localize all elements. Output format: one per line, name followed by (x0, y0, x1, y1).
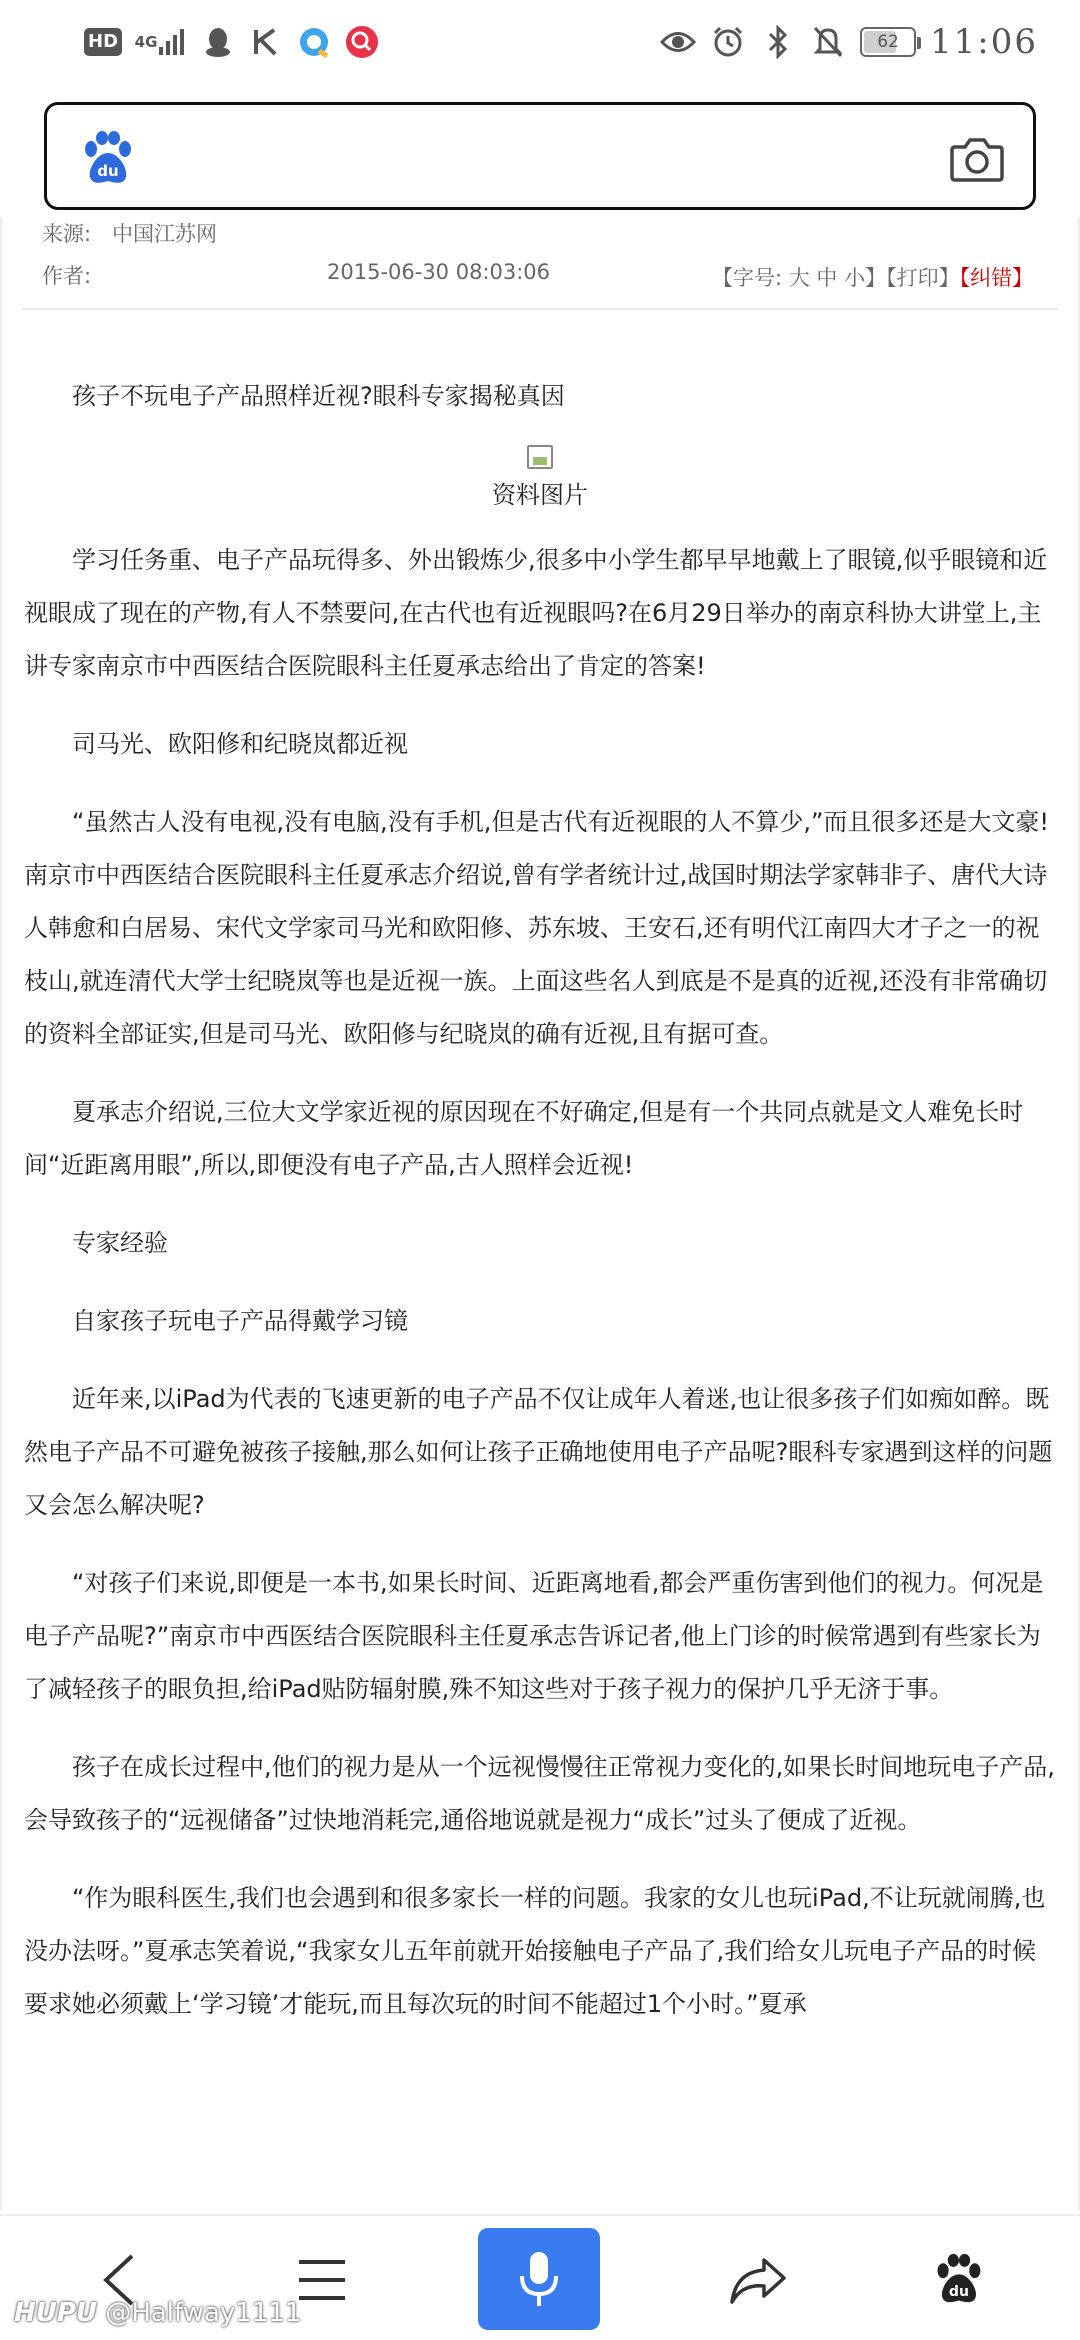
paragraph: 夏承志介绍说,三位大文学家近视的原因现在不好确定,但是有一个共同点就是文人难免长时间“近距离用眼”,所以,即便没有电子产品,古人照样会近视! (24, 1098, 1024, 1179)
author-label: 作者: (42, 264, 92, 288)
search-bar[interactable] (44, 102, 1036, 210)
status-bar (0, 0, 1080, 86)
subheading: 自家孩子玩电子产品得戴学习镜 (72, 1307, 408, 1335)
svg-text:du: du (97, 162, 119, 180)
camera-icon[interactable] (949, 133, 1005, 185)
article-heading: 孩子不玩电子产品照样近视?眼科专家揭秘真因 (72, 382, 565, 410)
article-image (24, 444, 1056, 512)
watermark-brand: HUPU (14, 2298, 98, 2328)
broken-image-icon (527, 445, 553, 469)
paragraph: “虽然古人没有电视,没有电脑,没有手机,但是古代有近视眼的人不算少,”而且很多还是大文豪!南京市中西医结合医院眼科主任夏承志介绍说,曾有学者统计过,战国时期法学家韩非子、唐代大诗人韩愈和白居易、宋代文学家司马光和欧阳修、苏东坡、王安石,还有明代江南四大才子之一的祝枝山,就连清代大学士纪晓岚等也是近视一族。上面这些名人到底是不是真的近视,还没有非常确切的资料全部证实,但是司马光、欧阳修与纪晓岚的确有近视,且有据可查。 (24, 808, 1050, 1048)
error-report-link[interactable]: 【纠错】 (959, 266, 1034, 290)
image-caption: 资料图片 (492, 481, 588, 509)
article-view[interactable] (0, 218, 1080, 2210)
mute-icon (810, 24, 846, 60)
browser-icon (296, 24, 332, 60)
share-icon[interactable] (708, 2230, 808, 2330)
status-right (660, 20, 1038, 64)
svg-text:du: du (948, 2283, 969, 2300)
subheading: 专家经验 (72, 1229, 168, 1257)
status-clock: 11:06 (930, 22, 1038, 62)
status-left (84, 20, 380, 64)
article-content (2, 310, 1078, 2031)
battery-icon (860, 27, 916, 57)
font-size-print-links[interactable]: 【字号: 大 中 小】【打印】 (712, 266, 960, 290)
baidu-home-icon[interactable] (908, 2230, 1008, 2330)
article-tools[interactable] (712, 258, 1052, 298)
source-label: 来源: (42, 222, 92, 246)
eye-icon (660, 24, 696, 60)
voice-search-button[interactable] (478, 2228, 600, 2330)
signal-icon (134, 24, 188, 60)
paragraph: “作为眼科医生,我们也会遇到和很多家长一样的问题。我家的女儿也玩iPad,不让玩就闹腾,也没办法呀。”夏承志笑着说,“我家女儿五年前就开始接触电子产品了,我们给女儿玩电子产品的时候要求她必须戴上‘学习镜’才能玩,而且每次玩的时间不能超过1个小时。”夏承 (24, 1884, 1046, 2018)
paragraph: 孩子在成长过程中,他们的视力是从一个远视慢慢往正常视力变化的,如果长时间地玩电子产品,会导致孩子的“远视储备”过快地消耗完,通俗地说就是视力“成长”过头了便成了近视。 (24, 1753, 1055, 1834)
paragraph: “对孩子们来说,即便是一本书,如果长时间、近距离地看,都会严重伤害到他们的视力。何况是电子产品呢?”南京市中西医结合医院眼科主任夏承志告诉记者,他上门诊的时候常遇到有些家长为了减轻孩子的眼负担,给iPad贴防辐射膜,殊不知这些对于孩子视力的保护几乎无济于事。 (24, 1569, 1044, 1703)
article-meta (22, 218, 1058, 310)
search-app-icon (344, 24, 380, 60)
bluetooth-icon (760, 24, 796, 60)
k-app-icon (248, 24, 284, 60)
paragraph: 近年来,以iPad为代表的飞速更新的电子产品不仅让成年人着迷,也让很多孩子们如痴如醉。既然电子产品不可避免被孩子接触,那么如何让孩子正确地使用电子产品呢?眼科专家遇到这样的问题又会怎么解决呢? (24, 1385, 1053, 1519)
paragraph: 学习任务重、电子产品玩得多、外出锻炼少,很多中小学生都早早地戴上了眼镜,似乎眼镜和近视眼成了现在的产物,有人不禁要问,在古代也有近视眼吗?在6月29日举办的南京科协大讲堂上,主讲专家南京市中西医结合医院眼科主任夏承志给出了肯定的答案! (24, 546, 1048, 680)
network-type: 4G (134, 32, 158, 51)
hd-icon: HD (84, 28, 122, 56)
baidu-paw-icon[interactable] (77, 129, 137, 189)
qq-icon (200, 24, 236, 60)
source-value: 中国江苏网 (112, 222, 217, 246)
watermark (14, 2298, 301, 2328)
microphone-icon (517, 2248, 561, 2310)
publish-date: 2015-06-30 08:03:06 (327, 260, 551, 284)
battery-level: 62 (877, 32, 899, 52)
subheading: 司马光、欧阳修和纪晓岚都近视 (72, 730, 408, 758)
alarm-icon (710, 24, 746, 60)
watermark-user: @Halfway1111 (105, 2298, 302, 2328)
